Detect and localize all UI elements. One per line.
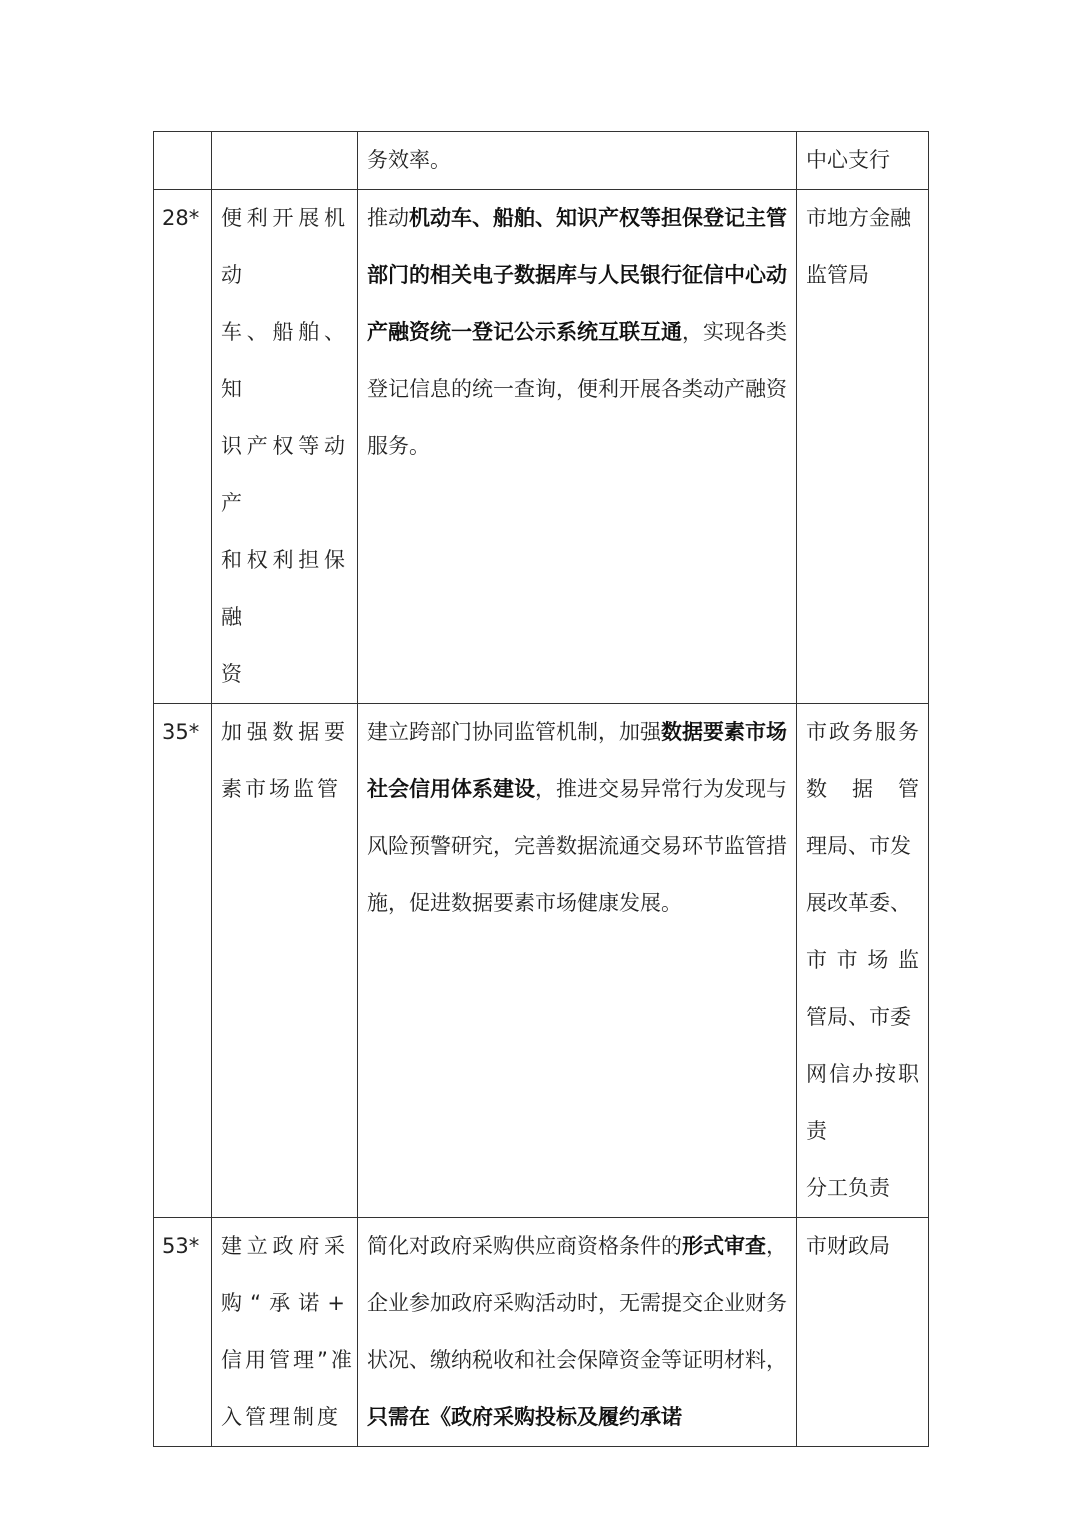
content-text: 务效率。 <box>367 148 451 172</box>
content-text: ，企业参加政府采购活动时，无需提交企业财务状况、缴纳税收和社会保障资金等证明材料， <box>367 1234 787 1372</box>
item-name <box>212 704 358 1218</box>
cell-text-line: 识产权等动 <box>221 434 348 458</box>
cell-text-line: 责 <box>806 1119 827 1143</box>
item-number: 28* <box>154 190 212 704</box>
item-number: 35* <box>154 704 212 1218</box>
cell-text-line: 融 <box>221 605 245 629</box>
table-row <box>154 704 929 1218</box>
emphasized-text: 形式审查 <box>682 1234 766 1258</box>
table-row <box>154 190 929 704</box>
cell-text-line: 动 <box>221 263 245 287</box>
cell-text-line: 产 <box>221 491 245 515</box>
content-text: 简化对政府采购供应商资格条件的 <box>367 1234 682 1258</box>
cell-text-line: 建立政府采 <box>221 1234 348 1258</box>
cell-text-line: 市地方金融 <box>806 206 911 230</box>
cell-text-line: 车、船舶、知 <box>221 320 348 401</box>
emphasized-text: 机动车、船舶、知识产权等担保登记主管部门的相关电子数据库与人民银行征信中心动产融资统一登记公示系统互联互通 <box>367 206 787 344</box>
cell-text-line: 分工负责 <box>806 1176 890 1200</box>
cell-text-line: 市政务服务 <box>806 720 919 744</box>
cell-text-line: 网信办按职 <box>806 1062 919 1086</box>
responsible-department <box>797 190 929 704</box>
content-text: ，实现各类登记信息的统一查询，便利开展各类动产融资服务。 <box>367 320 787 458</box>
responsible-department <box>797 1218 929 1447</box>
cell-text-line: 购“承诺+ <box>221 1291 348 1315</box>
item-name <box>212 132 358 190</box>
cell-text-line: 市财政局 <box>806 1234 890 1258</box>
item-content <box>358 704 797 1218</box>
item-content <box>358 132 797 190</box>
emphasized-text: 数据要素市场社会信用体系建设 <box>367 720 787 801</box>
cell-text-line: 管局、市委 <box>806 1005 911 1029</box>
item-number: 53* <box>154 1218 212 1447</box>
cell-text-line: 理局、市发 <box>806 834 911 858</box>
cell-text-line: 展改革委、 <box>806 891 911 915</box>
cell-text-line: 信用管理”准 <box>221 1348 355 1372</box>
content-text: 推动 <box>367 206 409 230</box>
item-name <box>212 1218 358 1447</box>
cell-text-line: 监管局 <box>806 263 869 287</box>
item-number <box>154 132 212 190</box>
cell-text-line: 和权利担保 <box>221 548 348 572</box>
item-content <box>358 1218 797 1447</box>
cell-text-line: 素市场监管 <box>221 777 341 801</box>
cell-text-line: 市市场监 <box>806 948 919 972</box>
cell-text-line: 便利开展机 <box>221 206 348 230</box>
cell-text-line: 数据管 <box>806 777 919 801</box>
responsible-department <box>797 704 929 1218</box>
responsible-department <box>797 132 929 190</box>
table-row <box>154 1218 929 1447</box>
cell-text-line: 加强数据要 <box>221 720 348 744</box>
content-text: ，推进交易异常行为发现与风险预警研究，完善数据流通交易环节监管措施，促进数据要素市场健康发展。 <box>367 777 787 915</box>
item-name <box>212 190 358 704</box>
emphasized-text: 只需在《政府采购投标及履约承诺 <box>367 1405 682 1429</box>
item-content <box>358 190 797 704</box>
cell-text-line: 资 <box>221 662 245 686</box>
cell-text-line: 入管理制度 <box>221 1405 341 1429</box>
cell-text-line: 中心支行 <box>806 148 890 172</box>
table-row <box>154 132 929 190</box>
measures-table <box>153 131 929 1447</box>
content-text: 建立跨部门协同监管机制，加强 <box>367 720 661 744</box>
